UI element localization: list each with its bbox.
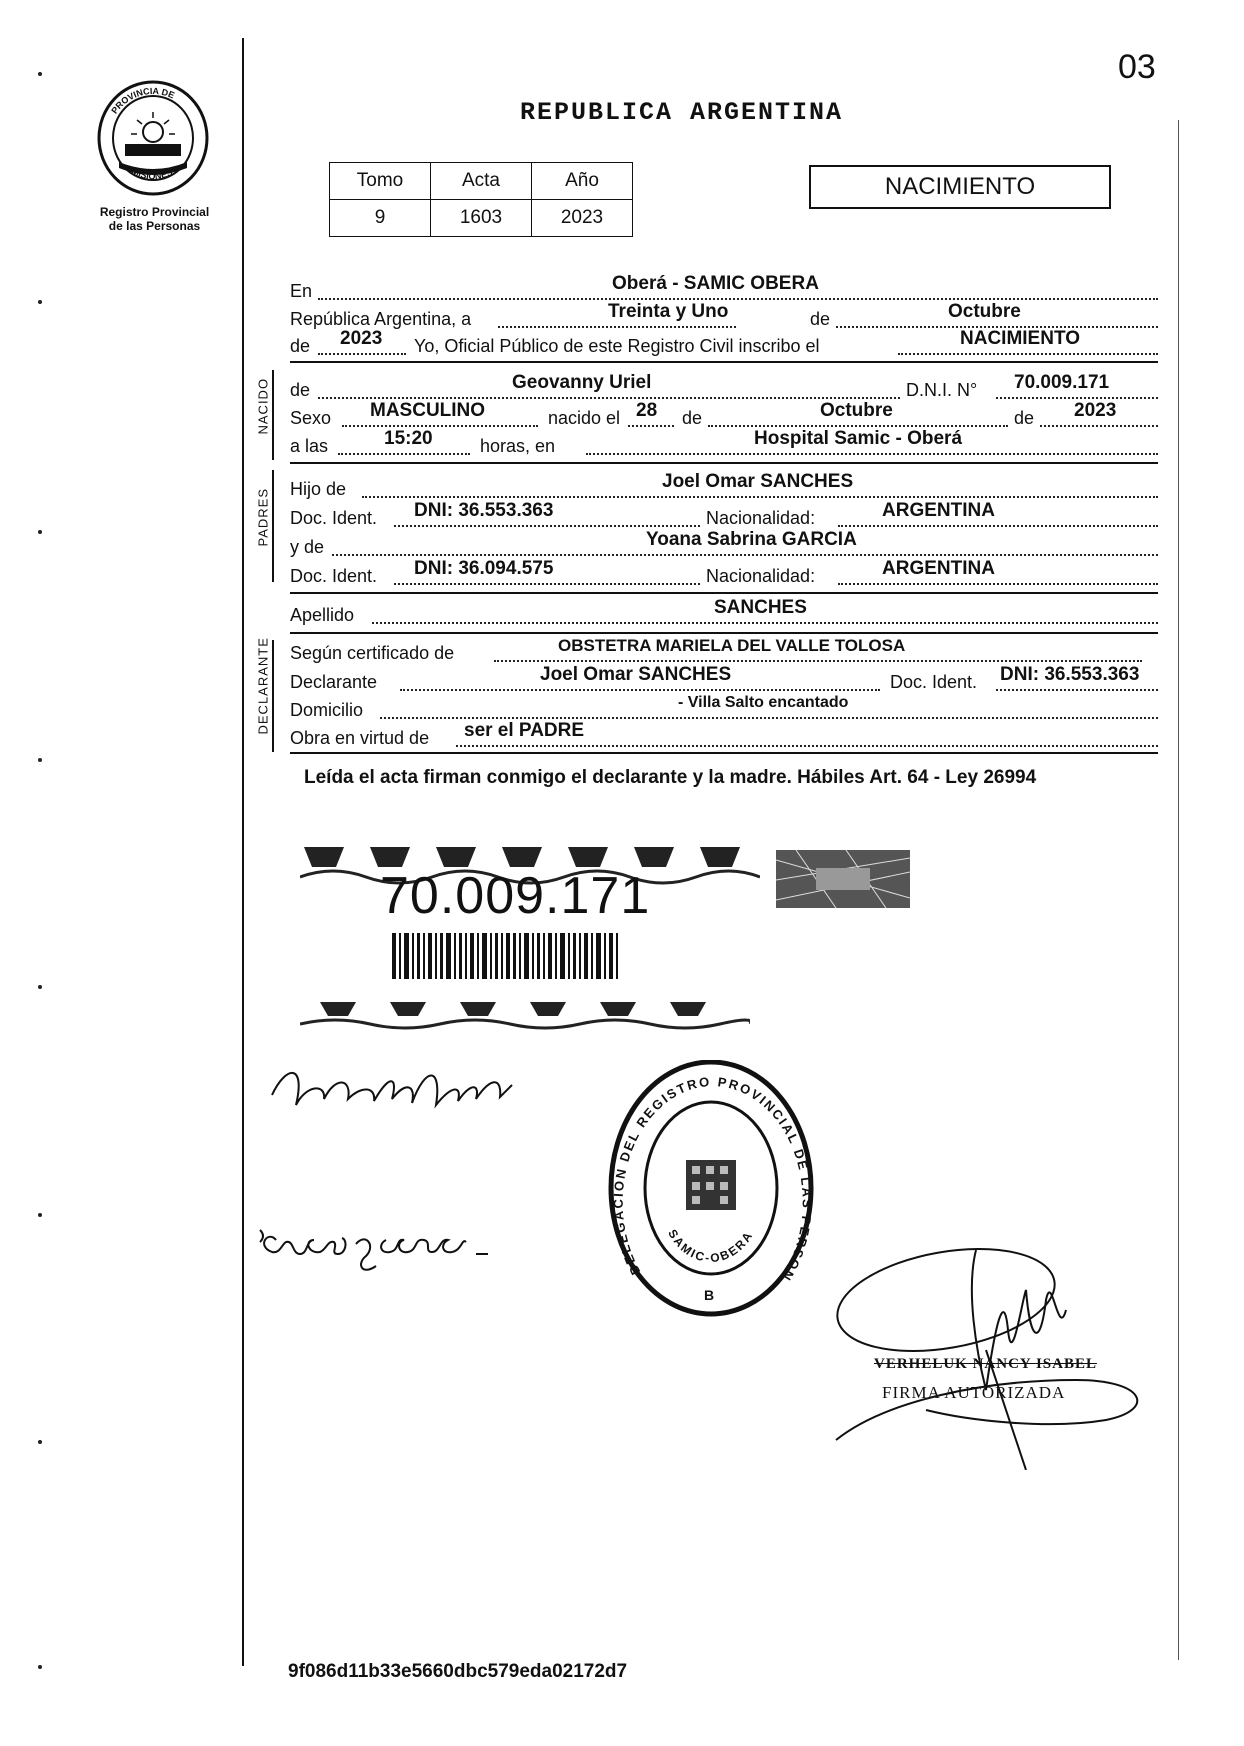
row-oficial: [290, 328, 1158, 359]
madre-nac-value: ARGENTINA: [882, 558, 995, 579]
hologram-square: [776, 850, 910, 908]
dni-value: 70.009.171: [1014, 372, 1110, 393]
nac2-label: Nacionalidad:: [706, 566, 816, 586]
year-value: 2023: [340, 328, 383, 349]
security-pattern-bottom: [300, 1000, 750, 1035]
stamp-center-text: SAMIC-OBERA: [665, 1226, 757, 1266]
margin-dot: [38, 300, 42, 304]
margin-dot: [38, 1665, 42, 1669]
declarante-label: Declarante: [290, 672, 378, 692]
de-nombre-label: de: [290, 380, 311, 400]
de2-label: de: [290, 336, 311, 356]
nombre-value: Geovanny Uriel: [512, 372, 652, 393]
acto-value: NACIMIENTO: [960, 328, 1080, 349]
declarante-bracket: [272, 640, 274, 752]
row-madre-doc: [290, 558, 1158, 589]
declarante-value: Joel Omar SANCHES: [540, 664, 732, 685]
padre-nac-value: ARGENTINA: [882, 500, 995, 521]
hora-value: 15:20: [384, 428, 433, 449]
day-value: Treinta y Uno: [608, 301, 729, 322]
right-margin-line: [1178, 120, 1179, 1660]
padre-value: Joel Omar SANCHES: [662, 471, 854, 492]
registry-table: [329, 162, 633, 237]
yde-label: y de: [290, 537, 325, 557]
svg-text:MISIONES: [130, 166, 174, 181]
madre-value: Yoana Sabrina GARCIA: [646, 529, 857, 550]
domicilio-label: Domicilio: [290, 700, 364, 720]
padre-doc-value: DNI: 36.553.363: [414, 500, 554, 521]
margin-dot: [38, 1440, 42, 1444]
horas-label: horas, en: [480, 436, 556, 456]
declarante-signature: [266, 1055, 546, 1130]
authorized-signature-label: FIRMA AUTORIZADA: [882, 1383, 1066, 1402]
seal-caption-line-1: Registro Provincial: [99, 205, 210, 219]
section-divider: [290, 752, 1158, 754]
nac-anio-value: 2023: [1074, 400, 1117, 421]
registry-value-acta: 1603: [431, 200, 532, 237]
nacido-bracket: [272, 370, 274, 460]
margin-dot: [38, 985, 42, 989]
registry-header-anio: Año: [532, 163, 633, 200]
left-margin-line: [242, 38, 244, 1666]
nac-mes-value: Octubre: [820, 400, 893, 421]
legal-note: Leída el acta firman conmigo el declarante y la madre. Hábiles Art. 64 - Ley 26994: [304, 767, 1037, 788]
act-type-box: NACIMIENTO: [809, 165, 1111, 209]
nacido-label: nacido el: [548, 408, 621, 428]
stamp-ring-text: DELEGACION DEL REGISTRO PROVINCIAL DE LAS PERSON: [610, 1073, 815, 1285]
declarante-doc-value: DNI: 36.553.363: [1000, 664, 1140, 685]
de1-label: de: [810, 309, 831, 329]
seal-ring-top-text: PROVINCIA DE: [109, 85, 177, 116]
barcode-icon: [392, 933, 618, 984]
provincial-seal-icon: [95, 80, 211, 196]
registry-value-tomo: 9: [330, 200, 431, 237]
hijo-label: Hijo de: [290, 479, 347, 499]
document-title: REPUBLICA ARGENTINA: [520, 98, 844, 127]
nac-dia-value: 28: [636, 400, 658, 421]
alas-label: a las: [290, 436, 329, 456]
document-hash: 9f086d11b33e5660dbc579eda02172d7: [288, 1661, 628, 1682]
apellido-value: SANCHES: [714, 597, 807, 618]
stamp-bottom-letter: B: [704, 1287, 715, 1303]
margin-dot: [38, 530, 42, 534]
margin-dot: [38, 1213, 42, 1217]
row-domicilio: [290, 694, 1158, 723]
section-divider: [290, 462, 1158, 464]
sexo-value: MASCULINO: [370, 400, 486, 421]
page-number: 03: [1118, 48, 1156, 86]
row-hora: [290, 428, 1158, 459]
authorized-signature: [826, 1230, 1156, 1475]
republica-label: República Argentina, a: [290, 309, 472, 329]
registry-header-tomo: Tomo: [330, 163, 431, 200]
doc3-label: Doc. Ident.: [890, 672, 978, 692]
madre-doc-value: DNI: 36.094.575: [414, 558, 554, 579]
madre-signature: [256, 1210, 536, 1285]
oficial-text: Yo, Oficial Público de este Registro Civil inscribo el: [414, 336, 820, 356]
sexo-label: Sexo: [290, 408, 332, 428]
section-divider: [290, 592, 1158, 594]
doc1-label: Doc. Ident.: [290, 508, 378, 528]
nac1-label: Nacionalidad:: [706, 508, 816, 528]
margin-dot: [38, 72, 42, 76]
svg-text:SAMIC-OBERA: [665, 1227, 756, 1265]
security-number: 70.009.171: [380, 867, 651, 925]
en-label: En: [290, 281, 313, 301]
padres-bracket: [272, 470, 274, 582]
seal-caption-line-2: de las Personas: [108, 219, 201, 233]
padres-section-label: PADRES: [255, 488, 271, 547]
segun-label: Según certificado de: [290, 643, 455, 663]
registry-header-acta: Acta: [431, 163, 532, 200]
dni-label: D.N.I. N°: [906, 380, 978, 400]
apellido-label: Apellido: [290, 605, 355, 625]
declarante-section-label: DECLARANTE: [255, 637, 271, 735]
obra-label: Obra en virtud de: [290, 728, 430, 748]
official-stamp-icon: [606, 1060, 816, 1325]
lugar-value: Hospital Samic - Oberá: [754, 428, 963, 449]
section-divider: [290, 361, 1158, 363]
seal-caption: [72, 205, 237, 233]
nac-de2-label: de: [1014, 408, 1035, 428]
authorized-officer-name: VERHELUK NANCY ISABEL: [874, 1356, 1097, 1372]
svg-text:PROVINCIA DE: [109, 86, 176, 116]
certificado-value: OBSTETRA MARIELA DEL VALLE TOLOSA: [558, 636, 906, 655]
month-value: Octubre: [948, 301, 1021, 322]
nac-de-label: de: [682, 408, 703, 428]
domicilio-value: - Villa Salto encantado: [678, 694, 849, 711]
row-apellido: [290, 597, 1158, 628]
nacido-section-label: NACIDO: [255, 377, 271, 435]
row-obra: [290, 720, 1158, 751]
doc2-label: Doc. Ident.: [290, 566, 378, 586]
margin-dot: [38, 758, 42, 762]
obra-value: ser el PADRE: [464, 720, 585, 741]
seal-ring-bottom-text: MISIONES: [129, 165, 174, 182]
registry-value-anio: 2023: [532, 200, 633, 237]
en-value: Oberá - SAMIC OBERA: [612, 273, 819, 294]
